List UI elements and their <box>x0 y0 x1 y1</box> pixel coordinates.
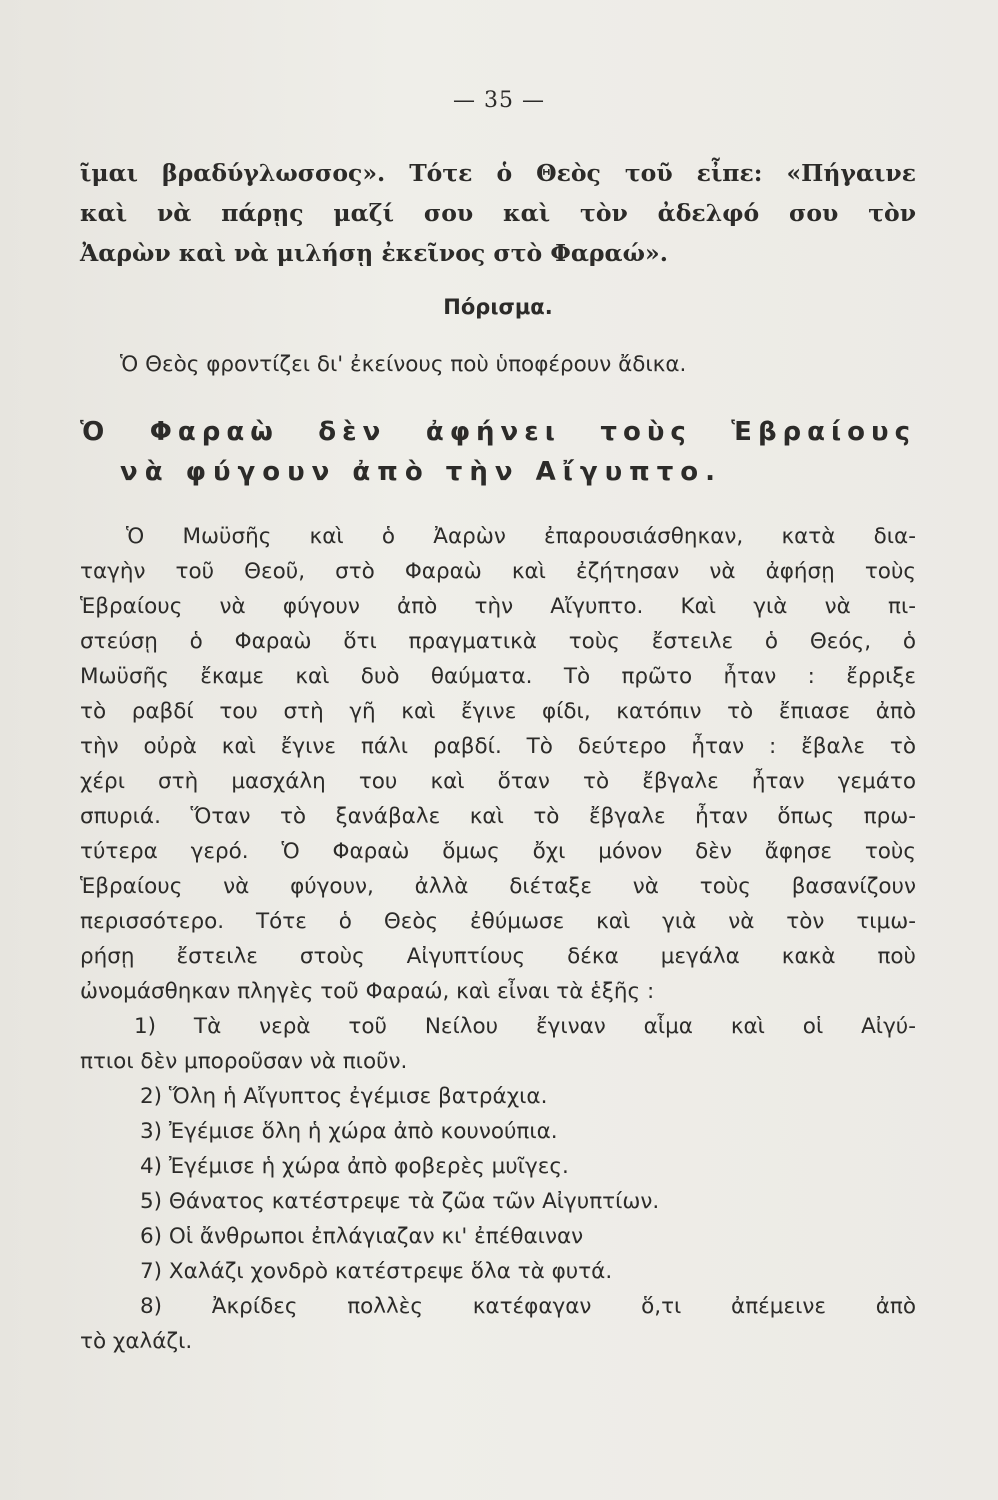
body-line-10: τύτερα γερό. Ὁ Φαραὼ ὅμως ὄχι μόνον δὲν ἄφησε τοὺς <box>80 839 916 864</box>
body-line-12: περισσότερο. Τότε ὁ Θεὸς ἐθύμωσε καὶ γιὰ νὰ τὸν τιμω- <box>80 909 916 934</box>
body-line-6: τὸ ραβδί του στὴ γῆ καὶ ἔγινε φίδι, κατόπιν τὸ ἔπιασε ἀπὸ <box>80 699 916 724</box>
porisma-heading: Πόρισμα. <box>443 295 553 319</box>
plague-3: 3) Ἐγέμισε ὅλη ἡ χώρα ἀπὸ κουνούπια. <box>140 1119 558 1144</box>
body-line-14: ὠνομάσθηκαν πληγὲς τοῦ Φαραώ, καὶ εἶναι τὰ ἑξῆς : <box>80 979 655 1004</box>
plague-5: 5) Θάνατος κατέστρεψε τὰ ζῶα τῶν Αἰγυπτίων. <box>140 1189 660 1214</box>
intro-line-2: καὶ νὰ πάρῃς μαζί σου καὶ τὸν ἀδελφό σου τὸν <box>80 199 916 227</box>
intro-line-3: Ἀαρὼν καὶ νὰ μιλήσῃ ἐκεῖνος στὸ Φαραώ». <box>80 239 668 267</box>
plague-7: 7) Χαλάζι χονδρὸ κατέστρεψε ὅλα τὰ φυτά. <box>140 1259 613 1284</box>
plague-8-line-2: τὸ χαλάζι. <box>80 1329 193 1354</box>
section-title-line-1: Ὁ Φαραὼ δὲν ἀφήνει τοὺς Ἑβραίους <box>80 417 916 447</box>
section-title-line-2: νὰ φύγουν ἀπὸ τὴν Αἴγυπτο. <box>120 457 723 487</box>
body-line-2: ταγὴν τοῦ Θεοῦ, στὸ Φαραὼ καὶ ἐζήτησαν νὰ ἀφήσῃ τοὺς <box>80 559 916 584</box>
plague-2: 2) Ὅλη ἡ Αἴγυπτος ἐγέμισε βατράχια. <box>140 1084 548 1109</box>
page-number: — 35 — <box>453 88 545 113</box>
body-line-4: στεύσῃ ὁ Φαραὼ ὅτι πραγματικὰ τοὺς ἔστειλε ὁ Θεός, ὁ <box>80 629 916 654</box>
plague-1-line-2: πτιοι δὲν μποροῦσαν νὰ πιοῦν. <box>80 1049 408 1074</box>
plague-1-line-1: 1) Τὰ νερὰ τοῦ Νείλου ἔγιναν αἷμα καὶ οἱ Αἰγύ- <box>134 1014 916 1039</box>
body-line-8: χέρι στὴ μασχάλη του καὶ ὅταν τὸ ἔβγαλε ἦταν γεμάτο <box>80 769 916 794</box>
plague-6: 6) Οἱ ἄνθρωποι ἐπλάγιαζαν κι' ἐπέθαιναν <box>140 1224 584 1249</box>
body-line-5: Μωϋσῆς ἔκαμε καὶ δυὸ θαύματα. Τὸ πρῶτο ἦταν : ἔρριξε <box>80 664 916 689</box>
plague-8-line-1: 8) Ἀκρίδες πολλὲς κατέφαγαν ὅ,τι ἀπέμεινε ἀπὸ <box>140 1294 916 1319</box>
porisma-text: Ὁ Θεὸς φροντίζει δι' ἐκείνους ποὺ ὑποφέρουν ἄδικα. <box>120 352 687 377</box>
body-line-9: σπυριά. Ὅταν τὸ ξανάβαλε καὶ τὸ ἔβγαλε ἦταν ὅπως πρω- <box>80 804 916 829</box>
plague-4: 4) Ἐγέμισε ἡ χώρα ἀπὸ φοβερὲς μυῖγες. <box>140 1154 569 1179</box>
intro-line-1: ῖμαι βραδύγλωσσος». Τότε ὁ Θεὸς τοῦ εἶπε: «Πήγαινε <box>80 159 916 187</box>
body-line-7: τὴν οὐρὰ καὶ ἔγινε πάλι ραβδί. Τὸ δεύτερο ἦταν : ἔβαλε τὸ <box>80 734 916 759</box>
body-line-1: Ὁ Μωϋσῆς καὶ ὁ Ἀαρὼν ἐπαρουσιάσθηκαν, κατὰ δια- <box>126 524 916 549</box>
body-line-13: ρήσῃ ἔστειλε στοὺς Αἰγυπτίους δέκα μεγάλα κακὰ ποὺ <box>80 944 916 969</box>
body-line-11: Ἑβραίους νὰ φύγουν, ἀλλὰ διέταξε νὰ τοὺς βασανίζουν <box>80 874 916 899</box>
body-line-3: Ἑβραίους νὰ φύγουν ἀπὸ τὴν Αἴγυπτο. Καὶ γιὰ νὰ πι- <box>80 594 916 619</box>
